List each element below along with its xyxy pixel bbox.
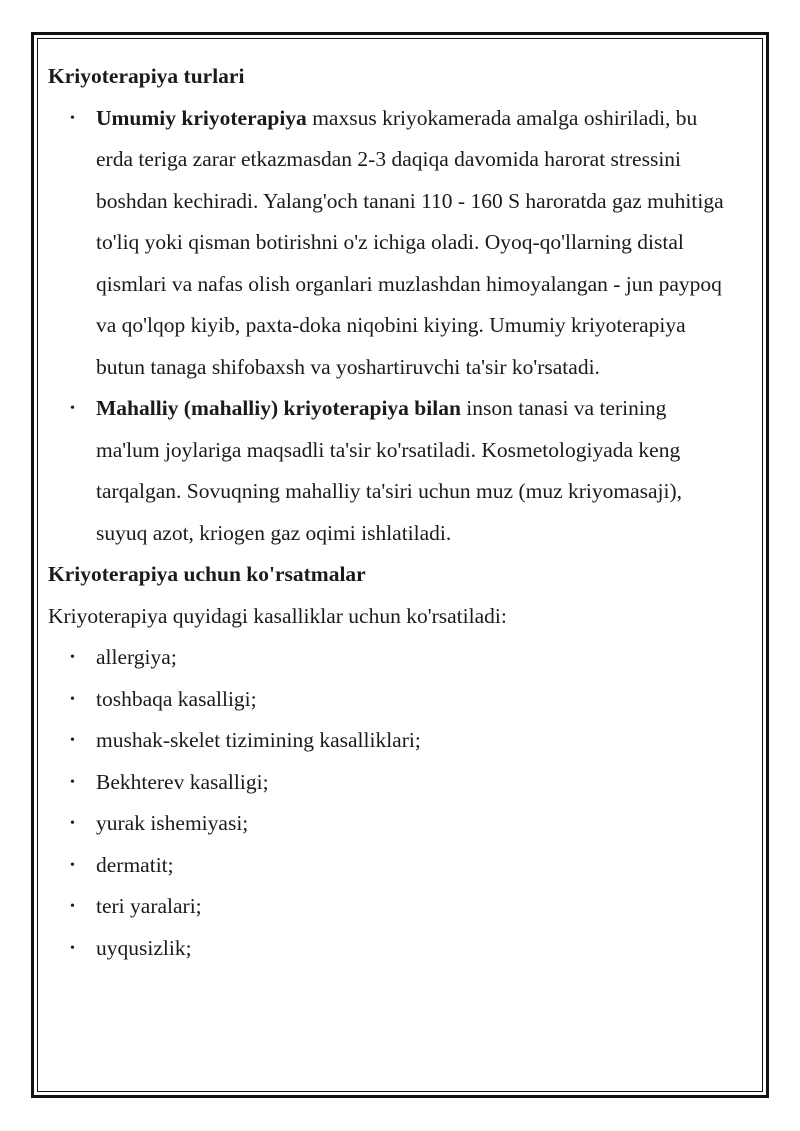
indications-intro: Kriyoterapiya quyidagi kasalliklar uchun ko'rsatiladi: xyxy=(48,603,507,628)
section-heading-types: Kriyoterapiya turlari xyxy=(48,64,245,88)
indications-list xyxy=(48,637,738,969)
document-body xyxy=(48,56,738,969)
section-heading-indications: Kriyoterapiya uchun ko'rsatmalar xyxy=(48,562,366,586)
list-item-text: dermatit; xyxy=(96,852,174,877)
bullet-icon: • xyxy=(70,857,75,873)
bullet-icon: • xyxy=(70,816,75,831)
list-item-text: Bekhterev kasalligi; xyxy=(96,769,269,794)
term-description: inson tanasi va terining ma'lum joylariga maqsadli ta'sir ko'rsatiladi. Kosmetologiyada keng tarqalgan. Sovuqning mahalliy ta'siri uchun muz (muz kriyomasaji), suyuq azot, kriogen gaz oqimi ishlatiladi. xyxy=(96,396,683,545)
list-item-text: toshbaqa kasalligi; xyxy=(96,686,257,711)
bullet-icon: • xyxy=(70,650,75,665)
list-item xyxy=(48,845,738,887)
list-item xyxy=(48,679,738,721)
list-item xyxy=(48,720,738,762)
list-item-text: yurak ishemiyasi; xyxy=(96,811,249,835)
list-item xyxy=(48,886,738,928)
bullet-icon: • xyxy=(70,733,75,748)
term-bold: Mahalliy (mahalliy) kriyoterapiya bilan xyxy=(96,396,461,420)
list-item xyxy=(48,388,706,554)
list-item xyxy=(48,762,738,804)
term-description: maxsus kriyokamerada amalga oshiriladi, bu erda teriga zarar etkazmasdan 2-3 daqiqa davomida harorat stressini boshdan kechiradi. Yalang'och tanani 110 - 160 S haroratda gaz muhitiga to'liq yoki qisman botirishni o'z ichiga oladi. Oyoq-qo'llarning distal qismlari va nafas olish organlari muzlashdan himoyalangan - jun paypoq va qo'lqop kiyib, paxta-doka niqobini kiying. Umumiy kriyoterapiya butun tanaga shifobaxsh va yoshartiruvchi ta'sir ko'rsatadi. xyxy=(96,105,724,379)
list-item xyxy=(48,98,726,389)
bullet-icon: • xyxy=(70,110,75,126)
bullet-icon: • xyxy=(70,774,75,790)
list-item-text: mushak-skelet tizimining kasalliklari; xyxy=(96,728,421,752)
list-item-text: uyqusizlik; xyxy=(96,935,192,960)
list-item-text: allergiya; xyxy=(96,645,177,669)
list-item xyxy=(48,928,738,970)
types-list xyxy=(48,98,738,555)
term-bold: Umumiy kriyoterapiya xyxy=(96,105,307,130)
bullet-icon: • xyxy=(70,401,75,416)
bullet-icon: • xyxy=(70,899,75,914)
list-item-text: teri yaralari; xyxy=(96,894,202,918)
bullet-icon: • xyxy=(70,691,75,707)
list-item xyxy=(48,637,738,679)
bullet-icon: • xyxy=(70,940,75,956)
list-item xyxy=(48,803,738,845)
